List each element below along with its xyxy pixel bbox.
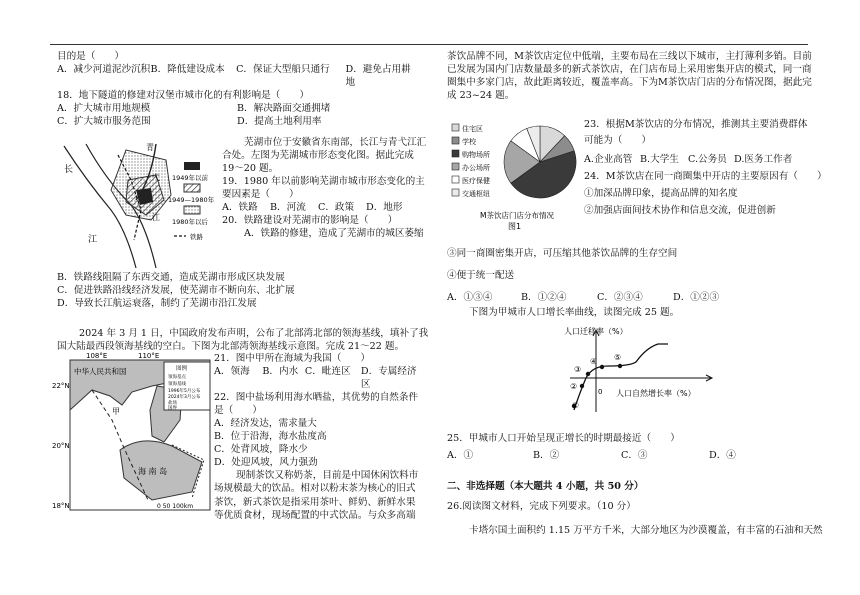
legend-pre1949: 1949年以前 xyxy=(172,174,209,182)
q21-option-b: B．内水 xyxy=(262,366,299,378)
q26-text: 卡塔尔国土面积约 1.15 万平方千米，大部分地区为沙漠覆盖，有丰富的石油和天然 xyxy=(469,525,823,536)
q17-options xyxy=(57,63,420,89)
tea-intro-2: 场规模最大的饮品。相对以粉末茶为核心的旧式 xyxy=(214,483,416,495)
q24-item-3: ③同一商圈密集开店，可压缩其他茶饮品牌的生存空间 xyxy=(447,248,678,259)
q25-option-a: A．① xyxy=(447,450,474,462)
section-2-heading: 二、非选择题（本大题共 4 小题，共 50 分） xyxy=(447,481,644,492)
tea-cont-3: 圈集中多家门店，故此距离较近，覆盖率高。下为M茶饮店门店的分布情况图，据此完 xyxy=(447,77,812,89)
q21-option-a: A．领海 xyxy=(214,366,250,378)
tea-cont-2: 已发展为国内门店数量最多的新式茶饮店，在门店布局上采用密集开店的模式，同一商 xyxy=(447,64,812,76)
wuhu-label-jiang2: 江 xyxy=(152,213,160,222)
legend-post1980: 1980年以后 xyxy=(172,218,209,226)
q18-option-d: D．提高土地利用率 xyxy=(237,116,322,128)
q17-option-d: D．避免占用耕地 xyxy=(345,64,411,89)
tea-cont-4: 成 23~24 题。 xyxy=(447,90,515,102)
q22-option-b: B．位于沿海，海水盐度高 xyxy=(214,431,327,443)
wuhu-label-jiang: 江 xyxy=(88,235,98,245)
q21-option-c: C．毗连区 xyxy=(304,366,351,378)
q19-stem-2: 要因素是（ ） xyxy=(222,189,299,201)
q25-option-c: C．③ xyxy=(621,450,648,462)
q22-option-c: C．处背风坡，降水少 xyxy=(214,444,308,456)
q25-options xyxy=(447,449,812,462)
q17-tail: 目的是（ ） xyxy=(57,51,125,62)
q19-option-c: C．政策 xyxy=(318,202,355,214)
q19-stem-1: 19．1980 年以前影响芜湖市城市形态变化的主 xyxy=(222,176,425,188)
pie-legend-swatch-3 xyxy=(452,163,459,170)
population-growth-graph xyxy=(560,322,720,417)
q19-option-a: A．铁路 xyxy=(222,202,258,214)
pie-legend-swatch-4 xyxy=(452,176,459,183)
beibu-intro-2: 国大陆最西段领海基线的空白。下图为北部湾领海基线示意图。完成 21～22 题。 xyxy=(57,341,405,353)
q23-option-d: D.医务工作者 xyxy=(734,154,793,166)
q22-stem-1: 22．图中盐场利用海水晒盐，其优势的自然条件 xyxy=(214,392,419,404)
q24-option-a: A．①③④ xyxy=(447,292,493,304)
q18-option-c: C．扩大城市服务范围 xyxy=(57,116,151,128)
lat-22: 22°N xyxy=(52,382,70,390)
pie-legend-swatch-5 xyxy=(452,189,459,196)
q20-option-c: C．促进铁路沿线经济发展，使芜湖市不断向东、北扩展 xyxy=(57,285,295,297)
lat-20: 20°N xyxy=(52,442,70,450)
header-rule xyxy=(50,44,808,45)
legend-swatch-post1980 xyxy=(184,206,200,214)
q20-option-d: D．导致长江航运衰落，制约了芜湖市沿江发展 xyxy=(57,298,257,310)
lon-110: 110°E xyxy=(138,352,160,360)
beibu-legend-1996: 1996年5月公布 xyxy=(168,389,201,394)
beibu-legend-border: 国界 xyxy=(168,406,177,411)
beibu-legend-baseline: 领海基线 xyxy=(168,382,186,387)
point-label-2: ② xyxy=(570,382,578,391)
q24-option-d: D．①②③ xyxy=(673,292,720,304)
legend-swatch-1949-1980 xyxy=(184,184,200,192)
label-china: 中华人民共和国 xyxy=(74,367,127,376)
q19-options xyxy=(222,201,422,214)
point-label-4: ④ xyxy=(590,357,598,366)
q23-q24-block xyxy=(584,118,827,217)
wuhu-label-yi: 弋 xyxy=(152,173,160,182)
pie-caption: 图1 xyxy=(508,222,522,230)
pie-legend-swatch-0 xyxy=(452,124,459,131)
q20-option-a: A．铁路的修建，造成了芜湖市的城区萎缩 xyxy=(244,228,424,240)
tea-intro-1: 现制茶饮又称奶茶，目前是中国休闲饮料市 xyxy=(236,470,419,482)
q23-stem-1: 23．根据M茶饮店的分布情况，推测其主要消费群体 xyxy=(584,119,808,130)
q22-option-a: A．经济发达，需求量大 xyxy=(214,418,317,430)
q24-option-b: B．①②④ xyxy=(521,292,567,304)
q17-option-a: A．减少河道泥沙沉积 xyxy=(57,64,151,76)
graph-origin: 0 xyxy=(598,388,603,396)
point-label-3: ③ xyxy=(574,365,582,374)
q21-stem: 21．图中甲所在海域为我国（ ） xyxy=(214,353,371,364)
q18-stem: 18．地下隧道的修建对汉堡市城市化的有利影响是（ ） xyxy=(57,90,310,102)
q24-option-c: C．②③④ xyxy=(597,292,643,304)
q24-lower xyxy=(447,247,812,319)
pie-legend-label-1: 学校 xyxy=(462,138,476,146)
q23-option-c: C.公务员 xyxy=(688,154,727,166)
legend-swatch-pre1949 xyxy=(184,162,200,170)
q24-item-4: ④便于统一配送 xyxy=(447,270,515,282)
wuhu-intro-2: 合处。左图为芜湖城市形态变化图。据此完成 xyxy=(222,150,414,162)
pie-legend xyxy=(452,124,490,198)
q23-option-b: B.大学生 xyxy=(640,154,679,166)
q20-option-b: B．铁路线阻隔了东西交通，造成芜湖市形成区块发展 xyxy=(57,272,285,283)
wuhu-city-map xyxy=(56,140,221,268)
q25-block xyxy=(447,432,812,462)
tea-store-pie-chart xyxy=(450,118,582,230)
q24-item-1: ①加深品牌印象，提高品牌的知名度 xyxy=(584,188,738,200)
lon-108: 108°E xyxy=(86,352,108,360)
q23-stem-2: 可能为（ ） xyxy=(584,135,652,147)
q24-item-2: ②加强店面间技术协作和信息交流，促进创新 xyxy=(584,205,776,217)
scale-bar: 0 50 100km xyxy=(157,503,194,510)
graph-intro: 下图为甲城市人口增长率曲线，读图完成 25 题。 xyxy=(469,307,680,319)
q24-stem: 24．M茶饮店在同一商圈集中开店的主要原因有（ ） xyxy=(584,171,827,183)
q20-options-lower xyxy=(57,271,422,310)
q21-options xyxy=(214,365,424,391)
right-column xyxy=(447,50,812,102)
pie-legend-label-3: 办公场所 xyxy=(462,164,490,172)
pie-legend-label-4: 医疗保健 xyxy=(462,177,490,185)
pie-slices xyxy=(504,126,576,198)
q22-stem-2: 是（ ） xyxy=(214,405,262,417)
beibu-legend-saltfield: 盐场 xyxy=(168,401,177,406)
q24-options xyxy=(447,291,812,304)
q19-option-d: D．地形 xyxy=(366,202,403,214)
q18-option-b: B．解决路面交通拥堵 xyxy=(237,103,331,115)
beibu-legend-2024: 2024年3月公布 xyxy=(168,395,201,400)
q25-option-d: D．④ xyxy=(709,450,736,462)
q17-option-c: C．保证大型船只通行 xyxy=(236,64,330,76)
pie-legend-label-5: 交通枢纽 xyxy=(462,190,490,198)
tea-cont-1: 茶饮品牌不同，M茶饮店定位中低端，主要布局在三线以下城市，主打薄利多销。目前 xyxy=(447,51,812,62)
q25-option-b: B．② xyxy=(533,450,560,462)
pie-legend-swatch-2 xyxy=(452,150,459,157)
pie-title: M茶饮店门店分布情况 xyxy=(480,211,554,220)
beibu-legend-title: 图例 xyxy=(176,366,188,372)
graph-ylabel: 人口迁移率（%） xyxy=(564,327,628,336)
label-jia: 甲 xyxy=(112,407,120,416)
q18-option-a: A．扩大城市用地规模 xyxy=(57,103,151,115)
legend-railway: 铁路 xyxy=(190,233,203,241)
wuhu-intro-1: 芜湖市位于安徽省东南部，长江与青弋江汇 xyxy=(244,137,427,148)
pie-legend-label-2: 购物场所 xyxy=(462,151,490,159)
q20-stem: 20．铁路建设对芜湖市的影响是（ ） xyxy=(222,215,398,227)
q25-stem: 25．甲城市人口开始呈现正增长的时期最接近（ ） xyxy=(447,433,680,444)
graph-xlabel: 人口自然增长率（%） xyxy=(616,389,696,398)
pie-legend-swatch-1 xyxy=(452,137,459,144)
left-column xyxy=(57,50,420,128)
q23-options xyxy=(584,153,814,166)
wuhu-label-chang: 长 xyxy=(64,165,74,175)
lat-18: 18°N xyxy=(52,502,70,510)
beibu-questions xyxy=(214,352,424,522)
pie-legend-label-0: 住宅区 xyxy=(462,125,483,133)
q18-options-row2 xyxy=(57,115,420,128)
point-label-1: ① xyxy=(572,401,580,410)
wuhu-label-qing: 青 xyxy=(146,143,154,152)
tea-intro-3: 茶饮，新式茶饮是指采用茶叶、鲜奶、新鲜水果 xyxy=(214,496,416,508)
beibu-intro-1: 2024 年 3 月 1 日，中国政府发布声明，公布了北部湾北部的领海基线，填补了我 xyxy=(79,328,429,339)
q18-options-row1 xyxy=(57,102,420,115)
q21-option-d: D．专属经济区 xyxy=(360,366,417,391)
label-hainan: 海 南 岛 xyxy=(138,467,168,476)
q23-option-a: A.企业高管 xyxy=(584,154,633,166)
tea-intro-4: 等优质食材，现场配置的中式饮品。与众多高端 xyxy=(214,509,416,521)
q19-option-b: B．河流 xyxy=(270,202,306,214)
point-label-5: ⑤ xyxy=(614,353,622,362)
beibu-legend-point: 领海基点 xyxy=(168,375,186,380)
beibu-gulf-map xyxy=(52,350,212,518)
q17-option-b: B．降低建设成本 xyxy=(150,64,225,76)
legend-1949-1980: 1949—1980年 xyxy=(168,196,215,204)
wuhu-intro-3: 19～20 题。 xyxy=(222,163,279,175)
q26-stem: 26.阅读图文材料，完成下列要求。（10 分） xyxy=(447,501,636,512)
q22-option-d: D．处迎风坡，风力强劲 xyxy=(214,457,318,469)
wuhu-text-block xyxy=(222,136,427,240)
